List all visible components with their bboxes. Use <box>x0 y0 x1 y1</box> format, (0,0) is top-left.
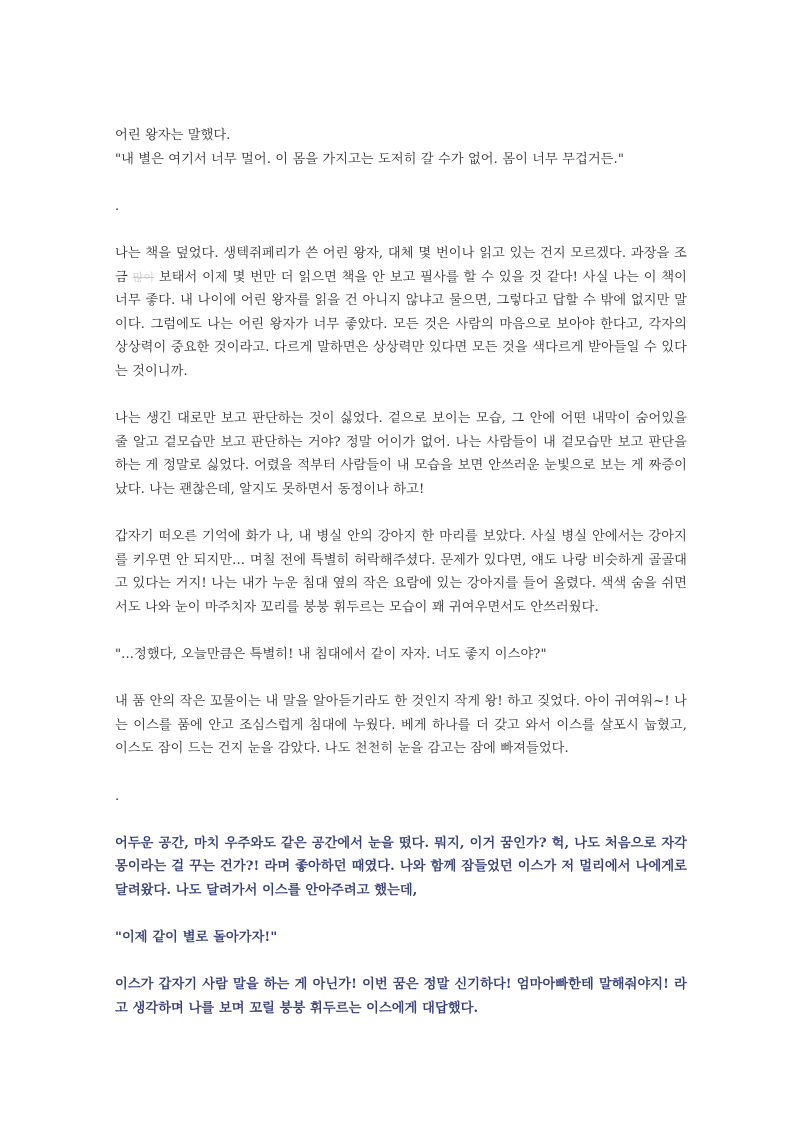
spacer <box>115 950 687 974</box>
section-dot-2: . <box>115 788 120 804</box>
spacer <box>115 808 687 832</box>
spacer <box>115 171 687 195</box>
spacer <box>115 667 687 691</box>
spacer <box>115 761 687 785</box>
paragraph-5-dialogue: "...정했다, 오늘만큼은 특별히! 내 침대에서 같이 자자. 너도 좋지 이스야?" <box>115 647 547 663</box>
paragraph-9-dream: 이스가 갑자기 사람 말을 하는 게 아닌가! 이번 꿈은 정말 신기하다! 엄마아빠한테 말해줘야지! 라고 생각하며 나를 보며 꼬릴 붕붕 휘두르는 이스에게 대답했다. <box>115 977 687 1016</box>
spacer <box>115 903 687 927</box>
paragraph-3: 나는 생긴 대로만 보고 판단하는 것이 싫었다. 겉으로 보이는 모습, 그 안에 어떤 내막이 숨어있을 줄 알고 겉모습만 보고 판단하는 거야? 정말 어이가 없어. 나는 사람들이 내 겉모습만 보고 판단을 하는 게 정말로 싫었다. 어렸을 적부터 사람들이 내 모습을 보면 안쓰러운 눈빛으로 보는 게 짜증이 났다. 나는 괜찮은데, 알지도 못하면서 동정이나 하고! <box>115 411 687 497</box>
struck-word: 많이 <box>132 270 155 284</box>
paragraph-8-dialogue: "이제 같이 별로 돌아가자!" <box>115 930 278 946</box>
paragraph-1-line-1: 어린 왕자는 말했다. <box>115 128 231 143</box>
spacer <box>115 218 687 242</box>
paragraph-7-dream: 어두운 공간, 마치 우주와도 같은 공간에서 눈을 떴다. 뭐지, 이거 꿈인가? 헉, 나도 처음으로 자각몽이라는 걸 꾸는 건가?! 라며 좋아하던 때였다. 나와 함께 잠들었던 이스가 저 멀리에서 나에게로 달려왔다. 나도 달려가서 이스를 안아주려고 했는데, <box>115 835 687 898</box>
spacer <box>115 502 687 526</box>
spacer <box>115 384 687 408</box>
section-dot-1: . <box>115 198 120 214</box>
paragraph-6: 내 품 안의 작은 꼬물이는 내 말을 알아듣기라도 한 것인지 작게 왕! 하고 짖었다. 아이 귀여워~! 나는 이스를 품에 안고 조심스럽게 침대에 누웠다. 베게 하나를 더 갖고 와서 이스를 살포시 눕혔고, 이스도 잠이 드는 건지 눈을 감았다. 나도 천천히 눈을 감고는 잠에 빠져들었다. <box>115 694 687 757</box>
paragraph-2 <box>115 242 687 384</box>
paragraph-4: 갑자기 떠오른 기억에 화가 나, 내 병실 안의 강아지 한 마리를 보았다. 사실 병실 안에서는 강아지를 키우면 안 되지만... 며칠 전에 특별히 허락해주셨다. 문제가 있다면, 얘도 나랑 비슷하게 골골대고 있다는 거지! 나는 내가 누운 침대 옆의 작은 요람에 있는 강아지를 들어 올렸다. 색색 숨을 쉬면서도 나와 눈이 마주치자 꼬리를 붕붕 휘두르는 모습이 꽤 귀여우면서도 안쓰러웠다. <box>115 529 687 615</box>
document-body <box>115 124 687 1021</box>
paragraph-2-part-a: 나는 책을 덮었다. 생텍쥐페리가 쓴 어린 왕자, 대체 몇 번이나 읽고 있는 건지 모르겠다. 과장을 조금 <box>115 245 687 285</box>
spacer <box>115 619 687 643</box>
paragraph-2-part-b: 보태서 이제 몇 번만 더 읽으면 책을 안 보고 필사를 할 수 있을 것 같다! 사실 나는 이 책이 너무 좋다. 내 나이에 어린 왕자를 읽을 건 아니지 않냐고 물으면, 그렇다고 답할 수 밖에 없지만 말이다. 그럼에도 나는 어린 왕자가 너무 좋았다. 모든 것은 사람의 마음으로 보아야 한다고, 각자의 상상력이 중요한 것이라고. 다르게 말하면은 상상력만 있다면 모든 것을 색다르게 받아들일 수 있다는 것이니까. <box>115 269 687 379</box>
paragraph-1-line-2: "내 별은 여기서 너무 멀어. 이 몸을 가지고는 도저히 갈 수가 없어. 몸이 너무 무겁거든." <box>115 151 624 167</box>
